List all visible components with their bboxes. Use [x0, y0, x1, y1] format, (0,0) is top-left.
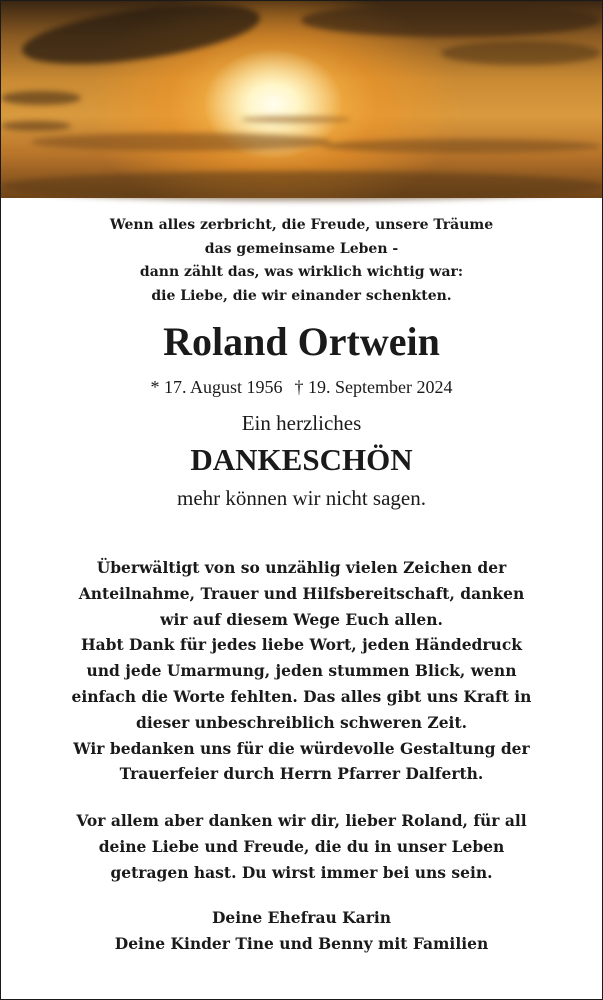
- signature-line: Deine Ehefrau Karin: [211, 908, 392, 927]
- paragraph-line: wir auf diesem Wege Euch allen.: [160, 609, 443, 629]
- cloud-shape: [1, 171, 603, 201]
- paragraph-line: und jede Umarmung, jeden stummen Blick, wenn: [86, 661, 517, 681]
- cloud-shape: [31, 133, 331, 151]
- personal-paragraph: [1, 808, 602, 886]
- cloud-shape: [19, 0, 264, 75]
- cloud-shape: [321, 139, 601, 153]
- cloud-shape: [441, 41, 601, 65]
- verse-line: die Liebe, die wir einander schenkten.: [151, 287, 452, 304]
- thanks-subline: mehr können wir nicht sagen.: [176, 486, 427, 510]
- cloud-shape: [1, 121, 71, 131]
- life-dates: [1, 375, 602, 399]
- paragraph-line: einfach die Worte fehlten. Das alles gibt uns Kraft in: [71, 686, 532, 706]
- paragraph-line: Anteilnahme, Trauer und Hilfsbereitschaft, danken: [78, 583, 525, 603]
- paragraph-line: dieser unbeschreiblich schweren Zeit.: [136, 712, 467, 732]
- paragraph-line: Vor allem aber danken wir dir, lieber Roland, für all: [76, 811, 527, 830]
- paragraph-line: Trauerfeier durch Herrn Pfarrer Dalferth.: [119, 764, 484, 784]
- paragraph-line: getragen hast. Du wirst immer bei uns sein.: [110, 863, 493, 882]
- birth-date: * 17. August 1956: [150, 377, 283, 397]
- verse-line: dann zählt das, was wirklich wichtig war:: [139, 264, 464, 280]
- paragraph-line: Überwältigt von so unzählig vielen Zeichen der: [96, 558, 507, 577]
- deceased-name: Roland Ortwein: [163, 319, 440, 364]
- sunset-banner-image: [1, 1, 602, 198]
- cloud-shape: [301, 3, 601, 37]
- verse: [1, 214, 602, 308]
- thanks-headline: DANKESCHÖN: [190, 442, 413, 477]
- cloud-shape: [241, 116, 351, 123]
- paragraph-line: deine Liebe und Freude, die du in unser Leben: [98, 837, 505, 856]
- verse-line: Wenn alles zerbricht, die Freude, unsere Träume: [109, 217, 494, 233]
- verse-line: das gemeinsame Leben -: [204, 240, 399, 257]
- cloud-shape: [1, 91, 81, 105]
- thanks-paragraph: [1, 555, 602, 787]
- paragraph-line: Wir bedanken uns für die würdevolle Gestaltung der: [73, 738, 530, 758]
- thanks-intro: Ein herzliches: [241, 411, 362, 435]
- paragraph-line: Habt Dank für jedes liebe Wort, jeden Händedruck: [80, 635, 523, 655]
- death-date: † 19. September 2024: [294, 377, 453, 397]
- signature-line: Deine Kinder Tine und Benny mit Familien: [114, 934, 489, 953]
- signature: [1, 905, 602, 957]
